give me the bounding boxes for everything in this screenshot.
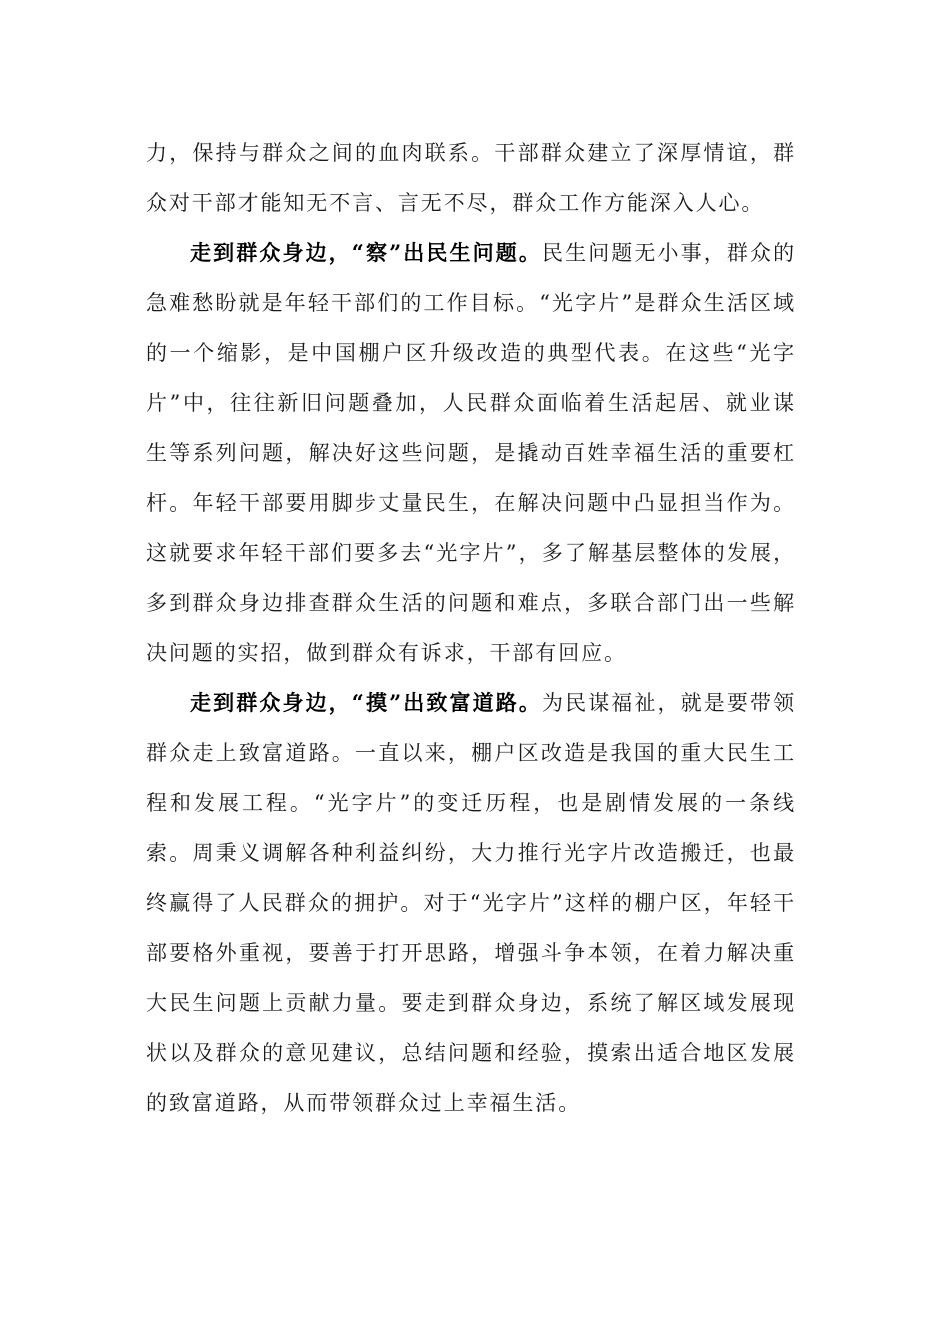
paragraph-body: 力，保持与群众之间的血肉联系。干部群众建立了深厚情谊，群众对干部才能知无不言、言无不尽，群众工作方能深入人心。 [146,141,796,215]
article-body [146,128,796,1128]
paragraph-body: 民生问题无小事，群众的急难愁盼就是年轻干部们的工作目标。“光字片”是群众生活区域的一个缩影，是中国棚户区升级改造的典型代表。在这些“光字片”中，往往新旧问题叠加，人民群众面临着生活起居、就业谋生等系列问题，解决好这些问题，是撬动百姓幸福生活的重要杠杆。年轻干部要用脚步丈量民生，在解决问题中凸显担当作为。这就要求年轻干部们要多去“光字片”，多了解基层整体的发展，多到群众身边排查群众生活的问题和难点，多联合部门出一些解决问题的实招，做到群众有诉求，干部有回应。 [146,241,796,665]
paragraph-body: 为民谋福祉，就是要带领群众走上致富道路。一直以来，棚户区改造是我国的重大民生工程和发展工程。“光字片”的变迁历程，也是剧情发展的一条线索。周秉义调解各种利益纠纷，大力推行光字片改造搬迁，也最终赢得了人民群众的拥护。对于“光字片”这样的棚户区，年轻干部要格外重视，要善于打开思路，增强斗争本领，在着力解决重大民生问题上贡献力量。要走到群众身边，系统了解区域发展现状以及群众的意见建议，总结问题和经验，摸索出适合地区发展的致富道路，从而带领群众过上幸福生活。 [146,691,796,1115]
paragraph-heading: 走到群众身边，“摸”出致富道路。 [190,690,542,715]
paragraph-livelihood-issues [146,228,796,678]
paragraph-continuation [146,128,796,228]
paragraph-prosperity-path [146,678,796,1128]
paragraph-heading: 走到群众身边，“察”出民生问题。 [190,240,542,265]
